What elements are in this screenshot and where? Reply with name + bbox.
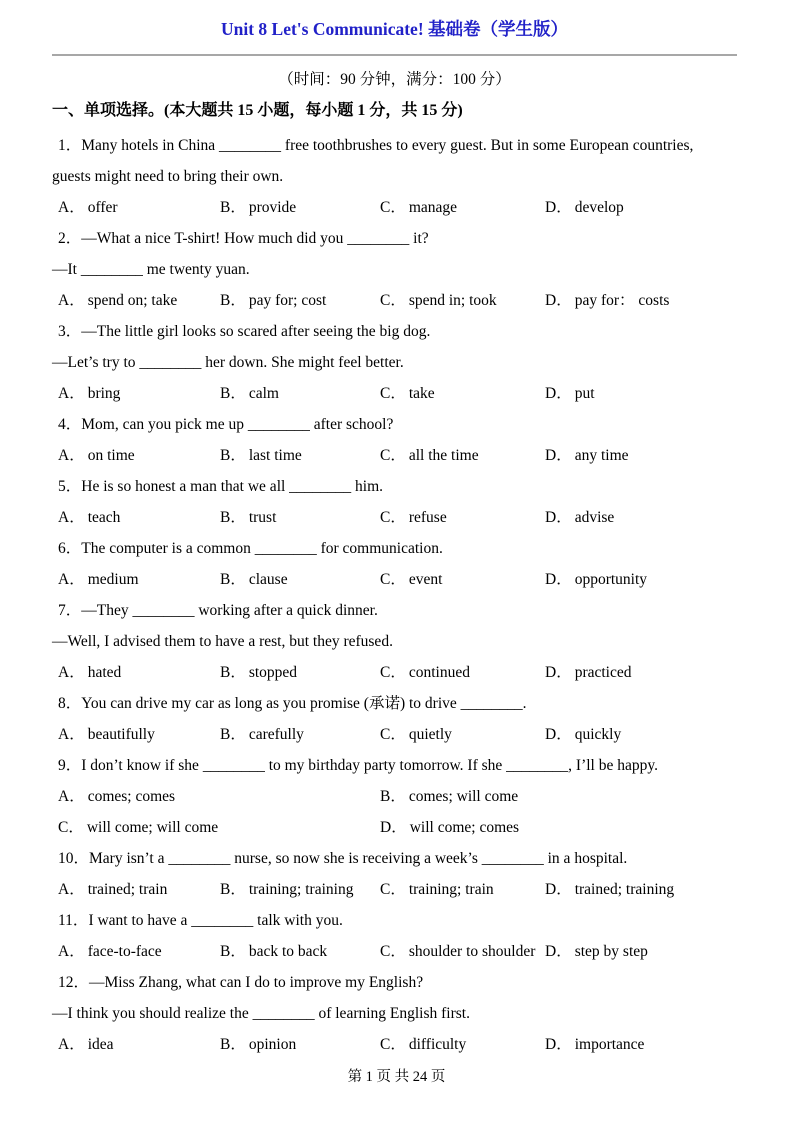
option-label: A．	[58, 509, 85, 526]
option	[380, 781, 518, 812]
option-text: last time	[248, 447, 302, 464]
option	[58, 781, 175, 812]
option	[545, 378, 595, 409]
option-text: importance	[574, 1036, 645, 1053]
question-text: —Let’s try to ________ her down. She might feel better.	[52, 354, 404, 371]
option	[220, 874, 353, 905]
option	[545, 936, 648, 967]
option	[220, 657, 297, 688]
option-label: C．	[380, 726, 406, 743]
option-text: comes; comes	[87, 788, 176, 805]
option-text: beautifully	[87, 726, 155, 743]
option	[220, 936, 327, 967]
option	[545, 657, 632, 688]
option-label: B．	[380, 788, 406, 805]
option-text: quietly	[408, 726, 452, 743]
option	[545, 440, 629, 471]
option-row	[52, 874, 737, 905]
option-text: provide	[248, 199, 297, 216]
option-label: D．	[545, 726, 572, 743]
option-label: A．	[58, 447, 85, 464]
option-row	[52, 502, 737, 533]
question-text: —What a nice T-shirt! How much did you ________ it?	[81, 230, 429, 247]
question-number: 10．	[58, 850, 90, 867]
question-number: 4．	[58, 416, 82, 433]
option-text: any time	[574, 447, 629, 464]
option-label: D．	[545, 199, 572, 216]
option-label: B．	[220, 664, 246, 681]
question-text: guests might need to bring their own.	[52, 168, 284, 185]
question-text: Mom, can you pick me up ________ after school?	[81, 416, 394, 433]
option-label: C．	[380, 1036, 406, 1053]
option-text: stopped	[248, 664, 298, 681]
question-line	[52, 967, 737, 998]
option-text: will come; will come	[86, 819, 219, 836]
option-text: difficulty	[408, 1036, 467, 1053]
option-label: D．	[545, 509, 572, 526]
option-label: C．	[380, 385, 406, 402]
option-text: bring	[87, 385, 121, 402]
option-text: spend on; take	[87, 292, 178, 309]
option-text: on time	[87, 447, 135, 464]
option-label: B．	[220, 1036, 246, 1053]
option	[545, 285, 669, 316]
option-label: A．	[58, 292, 85, 309]
option-label: A．	[58, 571, 85, 588]
question-text: —I think you should realize the ________ of learning English first.	[52, 1005, 470, 1022]
option-label: A．	[58, 385, 85, 402]
option-label: C．	[380, 571, 406, 588]
question-text: —It ________ me twenty yuan.	[52, 261, 250, 278]
option-label: D．	[545, 385, 572, 402]
option	[545, 564, 647, 595]
option-label: D．	[545, 292, 572, 309]
option-label: A．	[58, 726, 85, 743]
question-text: I don’t know if she ________ to my birthday party tomorrow. If she ________, I’ll be happy.	[81, 757, 658, 774]
option-label: A．	[58, 881, 85, 898]
option-row	[52, 657, 737, 688]
option	[380, 657, 470, 688]
option	[380, 564, 442, 595]
option-text: shoulder to shoulder	[408, 943, 536, 960]
option-text: opportunity	[574, 571, 648, 588]
option-text: trust	[248, 509, 277, 526]
question-text: —Well, I advised them to have a rest, but they refused.	[52, 633, 393, 650]
option-row	[52, 285, 737, 316]
option-label: D．	[545, 1036, 572, 1053]
option	[220, 564, 288, 595]
option-label: A．	[58, 1036, 85, 1053]
option-label: C．	[380, 292, 406, 309]
option	[380, 285, 497, 316]
option	[58, 440, 135, 471]
question-number: 5．	[58, 478, 82, 495]
option	[220, 285, 326, 316]
option-row	[52, 378, 737, 409]
option-label: A．	[58, 943, 85, 960]
option-label: C．	[380, 447, 406, 464]
option	[380, 1029, 466, 1060]
option-row	[52, 781, 737, 812]
option-text: face-to-face	[87, 943, 162, 960]
question-line	[52, 471, 737, 502]
option-label: D．	[545, 571, 572, 588]
option-text: pay for; cost	[248, 292, 327, 309]
question-text: You can drive my car as long as you promise (承诺) to drive ________.	[81, 695, 527, 712]
option-label: B．	[220, 726, 246, 743]
option-label: D．	[545, 447, 572, 464]
option-label: C．	[380, 509, 406, 526]
option-text: hated	[87, 664, 122, 681]
page-number-footer: 第 1 页 共 24 页	[347, 1069, 446, 1085]
option	[58, 812, 218, 843]
option-text: idea	[87, 1036, 114, 1053]
option	[58, 378, 120, 409]
option-row	[52, 192, 737, 223]
option	[58, 285, 177, 316]
question-list	[52, 130, 737, 1060]
option	[380, 378, 435, 409]
option	[545, 874, 674, 905]
option	[545, 1029, 644, 1060]
option-label: A．	[58, 199, 85, 216]
option-text: take	[408, 385, 435, 402]
option	[380, 192, 457, 223]
option-text: develop	[574, 199, 624, 216]
option-text: advise	[574, 509, 615, 526]
option-text: calm	[248, 385, 279, 402]
question-line	[52, 316, 737, 347]
option-text: back to back	[248, 943, 328, 960]
question-text: I want to have a ________ talk with you.	[88, 912, 343, 929]
option-label: B．	[220, 509, 246, 526]
option-text: offer	[87, 199, 118, 216]
option-label: C．	[380, 881, 406, 898]
option-text: opinion	[248, 1036, 297, 1053]
question-line	[52, 533, 737, 564]
question-number: 2．	[58, 230, 82, 247]
question-text: Mary isn’t a ________ nurse, so now she is receiving a week’s ________ in a hospital.	[89, 850, 628, 867]
option-label: A．	[58, 788, 85, 805]
option-text: clause	[248, 571, 288, 588]
option	[220, 192, 296, 223]
option-row	[52, 719, 737, 750]
question-line	[52, 688, 737, 719]
question-line	[52, 843, 737, 874]
option	[220, 502, 276, 533]
option-text: practiced	[574, 664, 632, 681]
question-line	[52, 905, 737, 936]
option-text: continued	[408, 664, 470, 681]
question-line	[52, 130, 737, 161]
exam-time-score-line: （时间：90 分钟，满分：100 分）	[278, 71, 511, 88]
option	[380, 440, 479, 471]
option-label: C．	[58, 819, 84, 836]
option-text: teach	[87, 509, 121, 526]
header-rule	[52, 54, 737, 56]
option-text: trained; training	[574, 881, 675, 898]
question-number: 11．	[58, 912, 89, 929]
option-text: will come; comes	[409, 819, 520, 836]
question-number: 7．	[58, 602, 82, 619]
question-line	[52, 595, 737, 626]
option	[58, 1029, 114, 1060]
option	[58, 657, 121, 688]
option-label: D．	[545, 881, 572, 898]
section-heading: 一、单项选择。(本大题共 15 小题，每小题 1 分，共 15 分)	[52, 102, 463, 119]
question-text: The computer is a common ________ for communication.	[81, 540, 443, 557]
option	[380, 719, 452, 750]
option	[545, 719, 621, 750]
option-label: C．	[380, 664, 406, 681]
option	[545, 192, 624, 223]
option-text: comes; will come	[408, 788, 519, 805]
question-text: Many hotels in China ________ free toothbrushes to every guest. But in some European countries,	[81, 137, 694, 154]
option	[380, 502, 447, 533]
option	[380, 874, 494, 905]
option-label: B．	[220, 199, 246, 216]
option-text: trained; train	[87, 881, 168, 898]
option	[220, 1029, 296, 1060]
question-number: 1．	[58, 137, 82, 154]
question-line	[52, 223, 737, 254]
option-label: B．	[220, 292, 246, 309]
question-text: —The little girl looks so scared after seeing the big dog.	[81, 323, 431, 340]
option-text: carefully	[248, 726, 304, 743]
option	[58, 564, 139, 595]
option-row	[52, 564, 737, 595]
option-label: B．	[220, 447, 246, 464]
question-line	[52, 254, 737, 285]
question-line	[52, 998, 737, 1029]
option	[220, 719, 304, 750]
question-line	[52, 750, 737, 781]
option-row	[52, 812, 737, 843]
option	[58, 192, 118, 223]
option-label: D．	[380, 819, 407, 836]
option	[220, 440, 302, 471]
option-text: put	[574, 385, 595, 402]
option-label: B．	[220, 385, 246, 402]
option	[380, 812, 519, 843]
option-text: training; train	[408, 881, 494, 898]
option-text: refuse	[408, 509, 447, 526]
option	[220, 378, 279, 409]
question-number: 8．	[58, 695, 82, 712]
option-label: A．	[58, 664, 85, 681]
option	[58, 874, 167, 905]
option-label: C．	[380, 199, 406, 216]
option-label: B．	[220, 881, 246, 898]
option-label: D．	[545, 664, 572, 681]
question-text: He is so honest a man that we all ________ him.	[81, 478, 384, 495]
question-number: 3．	[58, 323, 82, 340]
option	[58, 936, 162, 967]
option-label: B．	[220, 571, 246, 588]
option-label: B．	[220, 943, 246, 960]
question-line	[52, 626, 737, 657]
option-text: quickly	[574, 726, 622, 743]
option-text: medium	[87, 571, 139, 588]
option-text: all the time	[408, 447, 479, 464]
option	[380, 936, 535, 967]
option-text: pay for： costs	[574, 292, 670, 309]
option-label: D．	[545, 943, 572, 960]
option	[545, 502, 614, 533]
question-number: 9．	[58, 757, 82, 774]
option	[58, 502, 120, 533]
option-text: training; training	[248, 881, 354, 898]
question-line	[52, 161, 737, 192]
question-text: —They ________ working after a quick dinner.	[81, 602, 378, 619]
question-line	[52, 347, 737, 378]
question-number: 6．	[58, 540, 82, 557]
option-row	[52, 1029, 737, 1060]
question-text: —Miss Zhang, what can I do to improve my English?	[89, 974, 424, 991]
option-text: step by step	[574, 943, 648, 960]
option-label: C．	[380, 943, 406, 960]
option-text: event	[408, 571, 443, 588]
option	[58, 719, 155, 750]
question-line	[52, 409, 737, 440]
page-title: Unit 8 Let's Communicate! 基础卷（学生版）	[220, 19, 569, 39]
option-text: spend in; took	[408, 292, 497, 309]
option-row	[52, 936, 737, 967]
question-number: 12．	[58, 974, 90, 991]
option-row	[52, 440, 737, 471]
option-text: manage	[408, 199, 458, 216]
